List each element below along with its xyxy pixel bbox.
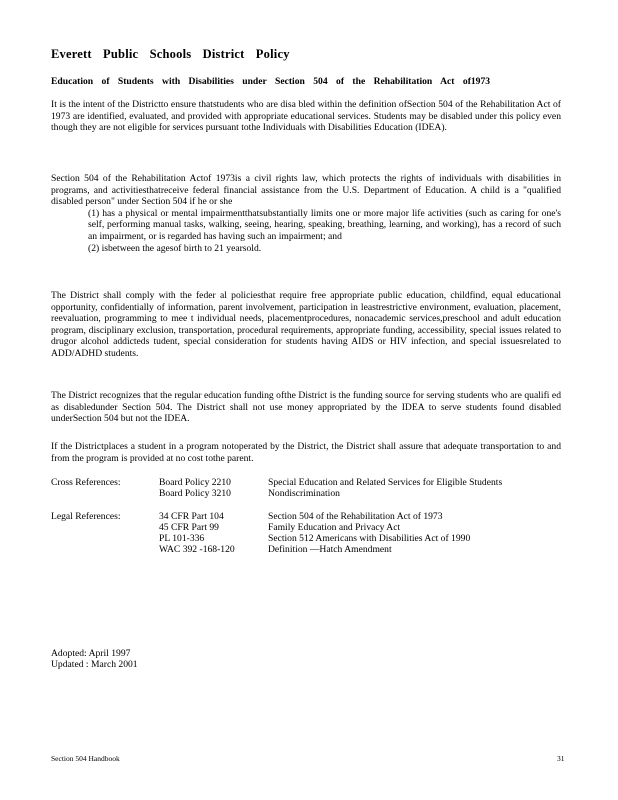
eligibility-item: (2) isbetween the agesof birth to 21 yearsold. [88,242,262,254]
reference-description: Family Education and Privacy Act [268,522,401,533]
reference-code: 45 CFR Part 99 [159,522,219,533]
reference-code: Board Policy 2210 [159,477,231,488]
reference-code: PL 101-336 [159,533,205,544]
policy-subtitle: Education of Students with Disabilities under Section 504 of the Rehabilitation Act of1973 [51,76,491,87]
policy-dates [51,648,138,670]
reference-description: Nondiscrimination [268,488,340,499]
eligibility-list [51,208,561,254]
reference-description: Section 504 of the Rehabilitation Act of 1973 [268,511,443,522]
reference-description: Section 512 Americans with Disabilities Act of 1990 [268,533,471,544]
page-number: 31 [557,754,565,763]
section504-intro: Section 504 of the Rehabilitation Actof 1973is a civil rights law, which protects the rights of individuals with disabilities in programs, and activitiesthatreceive federal financial assistance from the U.S. Department of Education. A child is a "qualified disabled person" under Section 504 if he or she [51,173,561,208]
page-title: Everett Public Schools District Policy [51,47,290,61]
footer-title: Section 504 Handbook [51,754,120,763]
reference-code: Board Policy 3210 [159,488,231,499]
reference-code: WAC 392 -168-120 [159,544,235,555]
intent-paragraph: It is the intent of the Districtto ensure thatstudents who are disa bled within the definition ofSection 504 of the Rehabilitation Act of 1973 are identified, evaluated, and provided with appropriate educational services. Students may be disabled under this policy even though they are not eligible for services pursuant tothe Individuals with Disabilities Education (IDEA). [51,99,561,134]
compliance-paragraph: The District shall comply with the feder al policiesthat require free appropriate public education, childfind, equal educational opportunity, confidentially of information, parent involvement, participation in leastrestrictive environment, evaluation, placement, reevaluation, programming to mee t individual needs, placementprocedures, nonacademic services,preschool and adult education program, disciplinary exclusion, transportation, procedural requirements, appropriate funding, accessibility, special issues related to drugor alcohol addicteds tudent, special consideration for students having AIDS or HIV infection, and special issuesrelated to ADD/ADHD students. [51,290,561,359]
transportation-paragraph: If the Districtplaces a student in a program notoperated by the District, the District shall assure that adequate transportation to and from the program is provided at no cost tothe parent. [51,441,561,464]
eligibility-item: (1) has a physical or mental impairmentthatsubstantially limits one or more major life activities (such as caring for one's self, performing manual tasks, walking, seeing, hearing, speaking, breathing, learning, and working), has a record of such an impairment, or is regarded has having such an impairment; and [88,207,561,242]
legal-references-label: Legal References: [51,511,121,522]
section504-paragraph [51,173,561,254]
updated-date: Updated : March 2001 [51,659,138,670]
reference-code: 34 CFR Part 104 [159,511,224,522]
reference-description: Special Education and Related Services for Eligible Students [268,477,503,488]
funding-paragraph: The District recognizes that the regular education funding ofthe District is the funding source for serving students who are qualifi ed as disabledunder Section 504. The District shall not use money appropriated by the IDEA to serve students found disabled underSection 504 but not the IDEA. [51,390,561,425]
adopted-date: Adopted: April 1997 [51,648,131,659]
reference-description: Definition —Hatch Amendment [268,544,392,555]
cross-references-label: Cross References: [51,477,121,488]
